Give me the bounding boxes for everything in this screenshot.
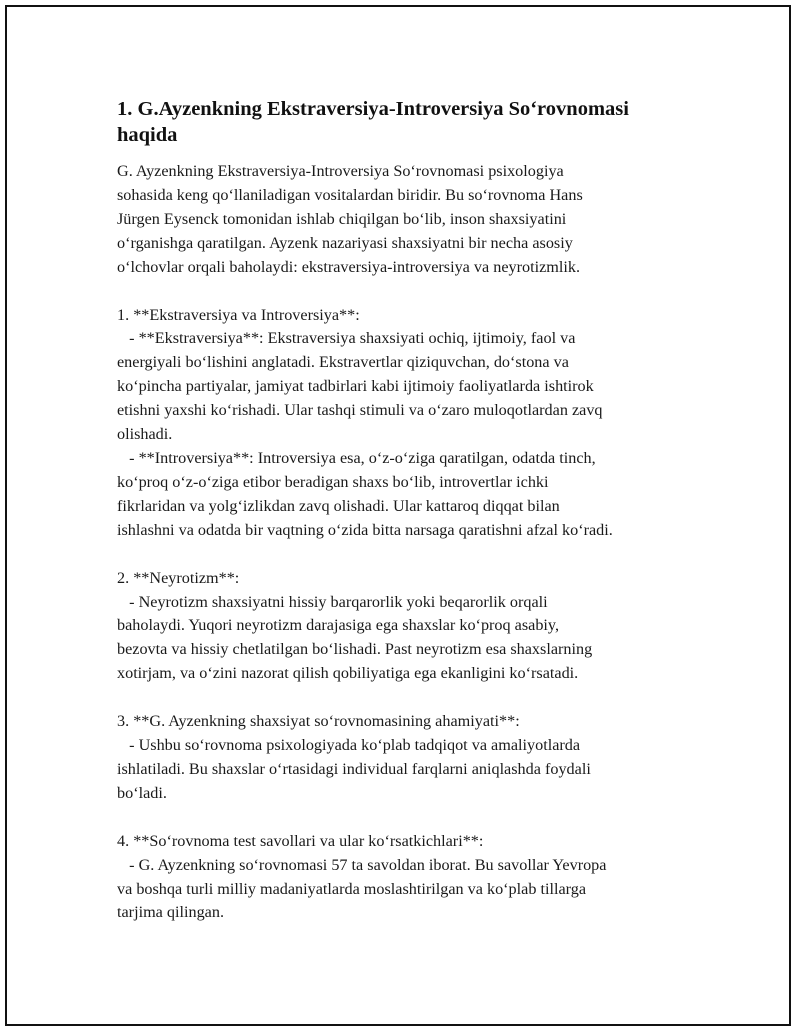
title-line: 1. G.Ayzenkning Ekstraversiya-Introversiya So‘rovnomasi bbox=[117, 98, 629, 120]
text-line: - **Ekstraversiya**: Ekstraversiya shaxsiyati ochiq, ijtimoiy, faol va bbox=[117, 329, 576, 348]
text-line: o‘rganishga qaratilgan. Ayzenk nazariyasi shaxsiyatni bir necha asosiy bbox=[117, 233, 573, 252]
section-extraversion-introversion bbox=[117, 304, 687, 543]
text-line: bo‘ladi. bbox=[117, 783, 167, 802]
text-line: G. Ayzenkning Ekstraversiya-Introversiya So‘rovnomasi psixologiya bbox=[117, 162, 564, 180]
document-title bbox=[117, 96, 687, 148]
text-line: olishadi. bbox=[117, 425, 173, 444]
text-line: ishlatiladi. Bu shaxslar o‘rtasidagi individual farqlarni aniqlashda foydali bbox=[117, 759, 591, 778]
section-test-questions bbox=[117, 830, 687, 926]
text-line: bezovta va hissiy chetlatilgan bo‘lishadi. Past neyrotizm esa shaxslarning bbox=[117, 640, 593, 659]
title-line: haqida bbox=[117, 124, 178, 146]
section-heading: 3. **G. Ayzenkning shaxsiyat so‘rovnomasining ahamiyati**: bbox=[117, 712, 520, 731]
text-line: baholaydi. Yuqori neyrotizm darajasiga ega shaxslar ko‘proq asabiy, bbox=[117, 616, 560, 635]
text-line: energiyali bo‘lishini anglatadi. Ekstravertlar qiziquvchan, do‘stona va bbox=[117, 353, 569, 372]
text-line: tarjima qilingan. bbox=[117, 903, 224, 922]
text-line: xotirjam, va o‘zini nazorat qilish qobiliyatiga ega ekanligini ko‘rsatadi. bbox=[117, 664, 579, 683]
text-line: ishlashni va odatda bir vaqtning o‘zida bitta narsaga qaratishni afzal ko‘radi. bbox=[117, 520, 613, 539]
section-heading: 1. **Ekstraversiya va Introversiya**: bbox=[117, 305, 360, 324]
text-line: etishni yaxshi ko‘rishadi. Ular tashqi stimuli va o‘zaro muloqotlardan zavq bbox=[117, 401, 603, 420]
text-line: - Neyrotizm shaxsiyatni hissiy barqarorlik yoki beqarorlik orqali bbox=[117, 592, 548, 611]
document-body bbox=[117, 96, 687, 949]
text-line: Jürgen Eysenck tomonidan ishlab chiqilgan bo‘lib, inson shaxsiyatini bbox=[117, 209, 567, 228]
intro-paragraph bbox=[117, 160, 687, 280]
text-line: ko‘proq o‘z-o‘ziga etibor beradigan shaxs bo‘lib, introvertlar ichki bbox=[117, 472, 549, 491]
section-importance bbox=[117, 710, 687, 806]
text-line: sohasida keng qo‘llaniladigan vositalardan biridir. Bu so‘rovnoma Hans bbox=[117, 185, 583, 204]
text-line: ko‘pincha partiyalar, jamiyat tadbirlari kabi ijtimoiy faoliyatlarda ishtirok bbox=[117, 377, 594, 396]
section-heading: 2. **Neyrotizm**: bbox=[117, 568, 240, 587]
text-line: o‘lchovlar orqali baholaydi: ekstraversiya-introversiya va neyrotizmlik. bbox=[117, 257, 580, 276]
section-heading: 4. **So‘rovnoma test savollari va ular ko‘rsatkichlari**: bbox=[117, 831, 484, 850]
section-neuroticism bbox=[117, 567, 687, 687]
text-line: - Ushbu so‘rovnoma psixologiyada ko‘plab tadqiqot va amaliyotlarda bbox=[117, 736, 581, 755]
text-line: fikrlaridan va yolg‘izlikdan zavq olishadi. Ular kattaroq diqqat bilan bbox=[117, 496, 560, 515]
text-line: - **Introversiya**: Introversiya esa, o‘z-o‘ziga qaratilgan, odatda tinch, bbox=[117, 448, 596, 467]
text-line: - G. Ayzenkning so‘rovnomasi 57 ta savoldan iborat. Bu savollar Yevropa bbox=[117, 855, 607, 874]
text-line: va boshqa turli milliy madaniyatlarda moslashtirilgan va ko‘plab tillarga bbox=[117, 879, 587, 898]
